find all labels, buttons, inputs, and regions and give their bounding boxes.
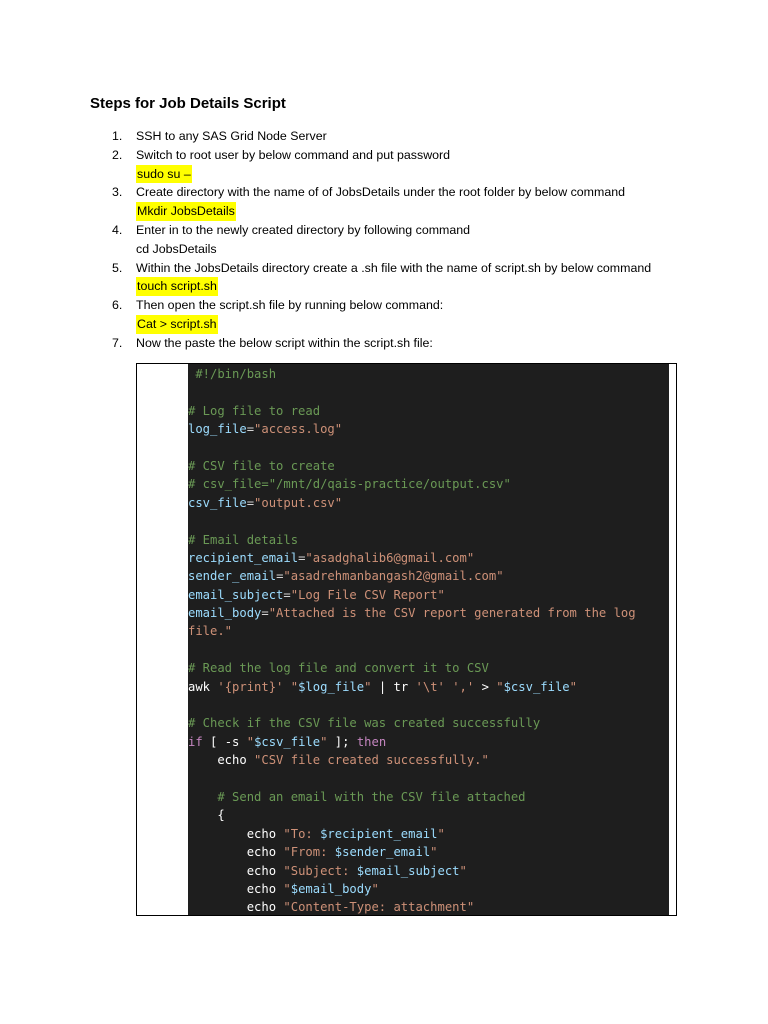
code-token: # Read the log file and convert it to CSV: [188, 661, 489, 676]
step-number: 6.: [112, 298, 123, 313]
code-token: $csv_file: [254, 734, 321, 749]
code-token: echo: [188, 900, 284, 915]
code-line: [188, 825, 669, 843]
code-token: $log_file: [298, 679, 365, 694]
code-line: [188, 880, 669, 898]
code-token: "From:: [283, 845, 335, 860]
code-token: =: [261, 606, 269, 621]
step-command: cd JobsDetails: [136, 241, 217, 256]
step-item: [108, 221, 708, 259]
code-token: =: [246, 495, 255, 510]
code-line: [188, 733, 669, 751]
code-token: "CSV file created successfully.": [254, 753, 489, 768]
code-token: then: [356, 734, 387, 749]
code-line: [188, 567, 669, 585]
code-token: [283, 680, 290, 694]
code-token: ": [283, 881, 291, 896]
code-token: ',': [452, 679, 475, 694]
code-token: sender_email: [188, 569, 277, 584]
code-token: "asadrehmanbangash2@gmail.com": [283, 569, 504, 584]
step-command: Cat > script.sh: [136, 315, 218, 334]
code-line: [188, 862, 669, 880]
code-token: # csv_file="/mnt/d/qais-practice/output.csv": [188, 477, 511, 492]
code-token: ": [290, 679, 299, 694]
code-token: echo: [188, 863, 284, 878]
step-item: [108, 296, 708, 334]
code-token: echo: [188, 826, 284, 841]
code-token: recipient_email: [188, 550, 299, 565]
code-token: # CSV file to create: [188, 458, 335, 473]
code-line: [188, 843, 669, 861]
code-line: [188, 420, 669, 438]
code-token: "Attached is the CSV report generated from the log: [268, 606, 636, 621]
code-token: "Subject:: [283, 863, 357, 878]
script-code: [188, 364, 669, 915]
code-line: [188, 751, 669, 769]
code-token: $email_subject: [356, 863, 460, 878]
step-command: sudo su –: [136, 165, 192, 184]
code-line: [188, 439, 669, 457]
code-line: [188, 641, 669, 659]
code-line: [188, 457, 669, 475]
step-text: SSH to any SAS Grid Node Server: [136, 129, 327, 143]
code-line: [188, 512, 669, 530]
code-token: =: [298, 550, 306, 565]
code-line: [188, 898, 669, 915]
code-token: email_subject: [188, 587, 284, 602]
step-number: 2.: [112, 147, 123, 162]
code-line: [188, 696, 669, 714]
step-number: 3.: [112, 185, 123, 200]
code-token: "Content-Type: attachment": [283, 900, 475, 915]
code-line: [188, 788, 669, 806]
code-line: [188, 383, 669, 401]
code-token: echo: [188, 881, 284, 896]
code-token: ": [320, 734, 328, 749]
code-block: [188, 364, 669, 915]
code-line: [188, 494, 669, 512]
code-token: # Send an email with the CSV file attached: [188, 789, 526, 804]
code-token: csv_file: [188, 495, 247, 510]
code-token: =: [246, 422, 255, 437]
code-token: '{print}': [217, 679, 284, 694]
code-line: [188, 622, 669, 640]
code-line: [188, 531, 669, 549]
code-token: {: [188, 808, 225, 823]
step-number: 7.: [112, 335, 123, 350]
code-token: ];: [327, 734, 357, 749]
code-token: echo: [188, 845, 284, 860]
code-token: >: [474, 679, 497, 694]
code-token: file.": [188, 624, 233, 639]
code-token: "access.log": [254, 422, 343, 437]
step-item: [108, 259, 708, 297]
code-token: ": [569, 679, 577, 694]
code-line: [188, 659, 669, 677]
code-token: "asadghalib6@gmail.com": [305, 550, 475, 565]
code-token: #!/bin/bash: [188, 367, 277, 381]
code-token: $recipient_email: [320, 826, 438, 841]
code-token: ": [364, 679, 372, 694]
code-token: ": [430, 845, 438, 860]
code-line: [188, 678, 669, 696]
document-title: Steps for Job Details Script: [90, 95, 286, 112]
step-text: Create directory with the name of of JobsDetails under the root folder by below command: [136, 185, 625, 200]
code-token: # Email details: [188, 532, 299, 547]
code-token: [ -s: [202, 734, 247, 749]
step-item: [108, 334, 708, 353]
code-line: [188, 475, 669, 493]
code-block-frame: [136, 363, 677, 916]
code-token: # Log file to read: [188, 403, 321, 418]
code-line: [188, 604, 669, 622]
step-number: 1.: [112, 129, 123, 143]
code-line: [188, 770, 669, 788]
code-token: email_body: [188, 606, 262, 621]
code-token: =: [283, 587, 291, 602]
code-token: if: [188, 734, 203, 749]
code-token: awk: [188, 679, 218, 694]
code-line: [188, 402, 669, 420]
code-token: ": [371, 881, 379, 896]
code-token: # Check if the CSV file was created successfully: [188, 716, 541, 731]
steps-list: [108, 127, 708, 353]
code-token: ": [246, 734, 255, 749]
step-text: Now the paste the below script within the script.sh file:: [136, 335, 433, 350]
code-token: =: [276, 569, 284, 584]
code-token: $sender_email: [334, 845, 431, 860]
code-line: [188, 586, 669, 604]
code-token: "output.csv": [254, 495, 343, 510]
step-text: Switch to root user by below command and put password: [136, 147, 451, 162]
code-line: [188, 806, 669, 824]
code-line: [188, 714, 669, 732]
code-token: ": [437, 826, 445, 841]
step-item: [108, 183, 708, 221]
step-text: Enter in to the newly created directory by following command: [136, 222, 471, 237]
step-text: Then open the script.sh file by running below command:: [136, 298, 444, 313]
code-token: $csv_file: [503, 679, 570, 694]
code-token: ": [496, 679, 504, 694]
step-item: [108, 127, 708, 146]
step-number: 5.: [112, 260, 123, 275]
step-command: touch script.sh: [136, 277, 218, 296]
code-token: log_file: [188, 422, 247, 437]
code-token: "To:: [283, 826, 321, 841]
step-item: [108, 146, 708, 184]
step-text: Within the JobsDetails directory create a .sh file with the name of script.sh by below command: [136, 260, 652, 275]
code-token: echo: [188, 753, 255, 768]
code-token: ": [459, 863, 467, 878]
code-token: | tr: [371, 679, 416, 694]
step-command: Mkdir JobsDetails: [136, 202, 236, 221]
code-token: '\t': [415, 679, 445, 694]
code-line: [188, 549, 669, 567]
code-line: [188, 365, 669, 383]
code-token: "Log File CSV Report": [290, 587, 445, 602]
code-token: $email_body: [290, 881, 372, 896]
step-number: 4.: [112, 222, 123, 237]
